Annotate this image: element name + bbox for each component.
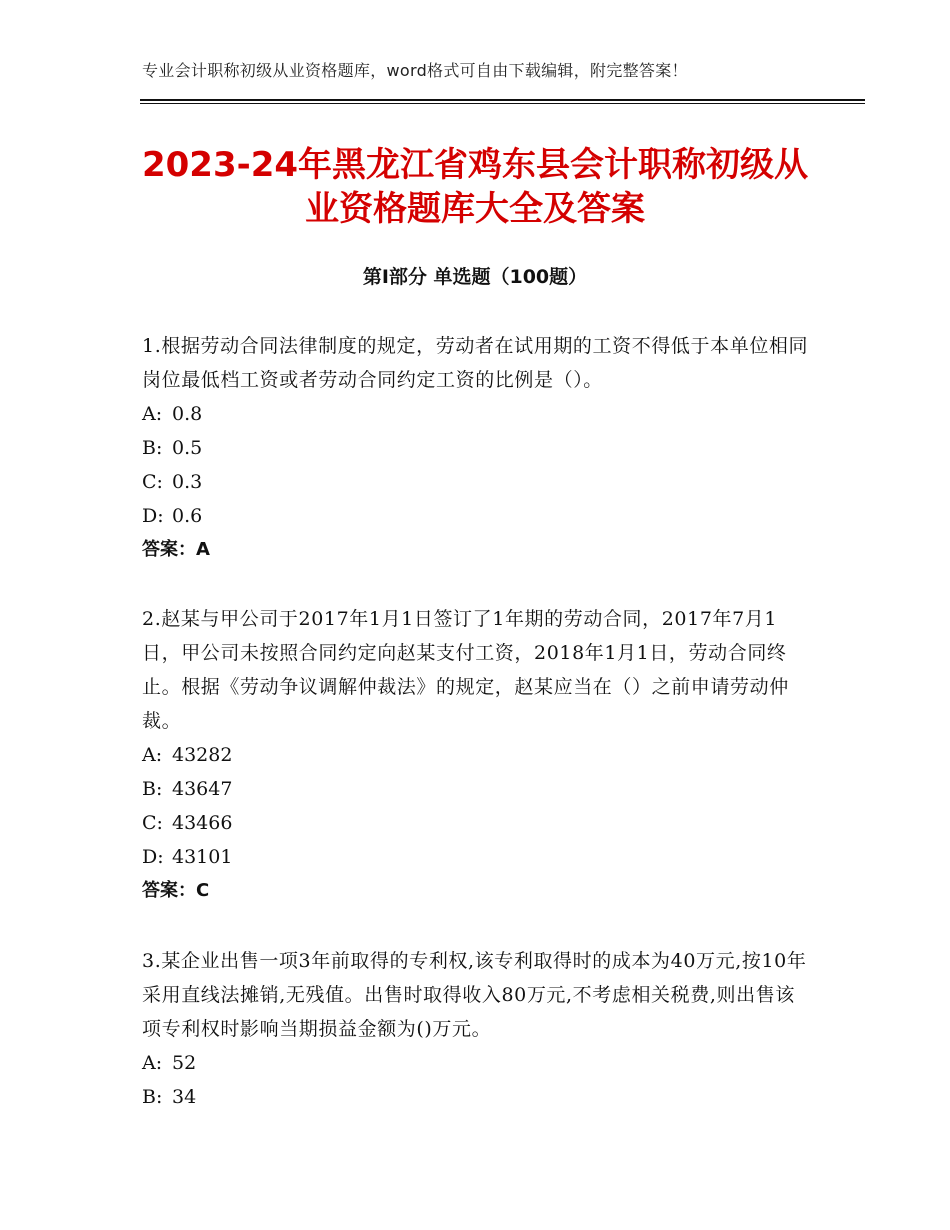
question-1 [142,329,812,567]
option-letter: A: [142,744,163,766]
question-stem: 3.某企业出售一项3年前取得的专利权,该专利取得时的成本为40万元,按10年采用直线法摊销,无残值。出售时取得收入80万元,不考虑相关税费,则出售该项专利权时影响当期损益金额为()万元。 [142,950,807,1040]
option-text: 43282 [172,744,233,766]
option-b [142,431,812,465]
option-letter: C: [142,812,163,834]
document-title-line-1: 2023-24年黑龙江省鸡东县会计职称初级从 [141,145,809,185]
option-a [142,738,812,772]
option-a [142,397,812,431]
option-letter: D: [142,846,164,868]
option-text: 0.8 [172,403,203,425]
option-c [142,465,812,499]
option-c [142,806,812,840]
option-text: 43647 [172,778,233,800]
header-rule-thin [140,103,865,104]
option-text: 0.6 [172,505,203,527]
document-title-line-2: 业资格题库大全及答案 [305,189,645,229]
option-text: 0.5 [172,437,203,459]
question-3 [142,944,812,1114]
option-text: 52 [172,1052,197,1074]
option-text: 43466 [172,812,233,834]
option-letter: A: [142,1052,163,1074]
answer: 答案：A [142,539,210,560]
header-rule-thick [140,99,865,101]
option-a [142,1046,812,1080]
option-letter: B: [142,1086,163,1108]
option-text: 43101 [172,846,233,868]
option-letter: C: [142,471,163,493]
option-letter: B: [142,437,163,459]
option-letter: A: [142,403,163,425]
option-letter: D: [142,505,164,527]
option-b [142,1080,812,1114]
header-note: 专业会计职称初级从业资格题库，word格式可自由下载编辑，附完整答案！ [142,61,688,80]
question-2 [142,602,812,908]
document-title [140,143,810,231]
option-b [142,772,812,806]
option-text: 34 [172,1086,197,1108]
option-letter: B: [142,778,163,800]
question-stem: 1.根据劳动合同法律制度的规定，劳动者在试用期的工资不得低于本单位相同岗位最低档工资或者劳动合同约定工资的比例是（）。 [142,335,809,391]
option-text: 0.3 [172,471,203,493]
question-stem: 2.赵某与甲公司于2017年1月1日签订了1年期的劳动合同，2017年7月1日，甲公司未按照合同约定向赵某支付工资，2018年1月1日，劳动合同终止。根据《劳动争议调解仲裁法》的规定，赵某应当在（）之前申请劳动仲裁。 [142,608,789,732]
option-d [142,840,812,874]
answer: 答案：C [142,880,210,901]
section-heading: 第Ⅰ部分 单选题（100题） [362,266,588,288]
option-d [142,499,812,533]
